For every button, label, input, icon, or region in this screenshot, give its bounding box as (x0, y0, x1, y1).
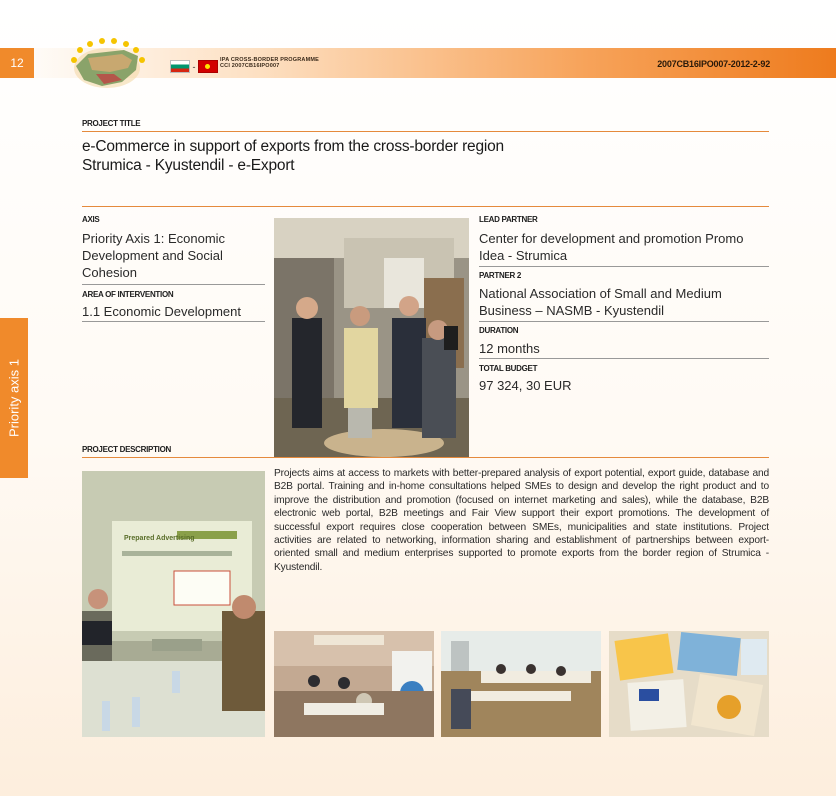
partner2-value: National Association of Small and Medium Business – NASMB - Kyustendil (479, 286, 722, 318)
lead-partner-label: LEAD PARTNER (479, 215, 538, 224)
budget-value: 97 324, 30 EUR (479, 378, 572, 393)
lead-partner-value: Center for development and promotion Promo Idea - Strumica (479, 231, 744, 263)
photo-workshop (274, 631, 434, 737)
divider (479, 266, 769, 267)
country-flags (170, 58, 218, 76)
photo-factory-visit (274, 218, 469, 458)
programme-line2: CCI 2007CB16IPO007 (220, 63, 280, 69)
divider (479, 358, 769, 359)
duration-label: DURATION (479, 326, 519, 335)
divider (82, 131, 769, 132)
macedonia-flag (198, 60, 218, 73)
divider (479, 321, 769, 322)
duration-value: 12 months (479, 341, 540, 356)
photo-presentation (82, 471, 265, 737)
side-tab-label: Priority axis 1 (6, 358, 22, 438)
side-tab (0, 318, 28, 478)
divider (82, 206, 769, 207)
project-code: 2007CB16IPO007-2012-2-92 (657, 59, 770, 69)
area-value: 1.1 Economic Development (82, 304, 241, 319)
divider (82, 457, 769, 458)
photo-brochures (609, 631, 769, 737)
axis-value: Priority Axis 1: Economic Development and Social Cohesion (82, 231, 226, 280)
slide-heading: Prepared Advertising (124, 535, 195, 542)
axis-label: AXIS (82, 215, 100, 224)
project-title-line1: e-Commerce in support of exports from the cross-border region (82, 138, 504, 155)
programme-line1: IPA CROSS-BORDER PROGRAMME (220, 57, 320, 63)
flag-separator: - (192, 61, 196, 72)
page-number: 12 (0, 48, 34, 78)
bulgaria-flag (170, 60, 190, 73)
programme-name (220, 57, 319, 69)
area-label: AREA OF INTERVENTION (82, 290, 174, 299)
photo-meeting-room (441, 631, 601, 737)
project-title-label: PROJECT TITLE (82, 119, 141, 128)
divider (82, 321, 265, 322)
partner2-label: PARTNER 2 (479, 271, 522, 280)
divider (82, 284, 265, 285)
project-title-line2: Strumica - Kyustendil - e-Export (82, 157, 295, 174)
project-title (82, 137, 682, 175)
programme-logo (66, 36, 148, 96)
description-label: PROJECT DESCRIPTION (82, 445, 171, 454)
budget-label: TOTAL BUDGET (479, 364, 538, 373)
project-description: Projects aims at access to markets with better-prepared analysis of export potential, export guide, database and B2B portal. Training and in-home consultations helped SMEs to design and develop the right product and to improve the distribution and promotion (focused on internet marketing and sales), while the database, B2B electronic web portal, B2B meetings and Fair View support their export promotions. The development of successful export requires close cooperation between SMEs, municipalities and state institutions. Project activities are related to networking, information sharing and establishment of partnerships between export-oriented small and medium enterprises supported to promote exports from the border region of Strumica - Kyustendil. (274, 468, 769, 573)
